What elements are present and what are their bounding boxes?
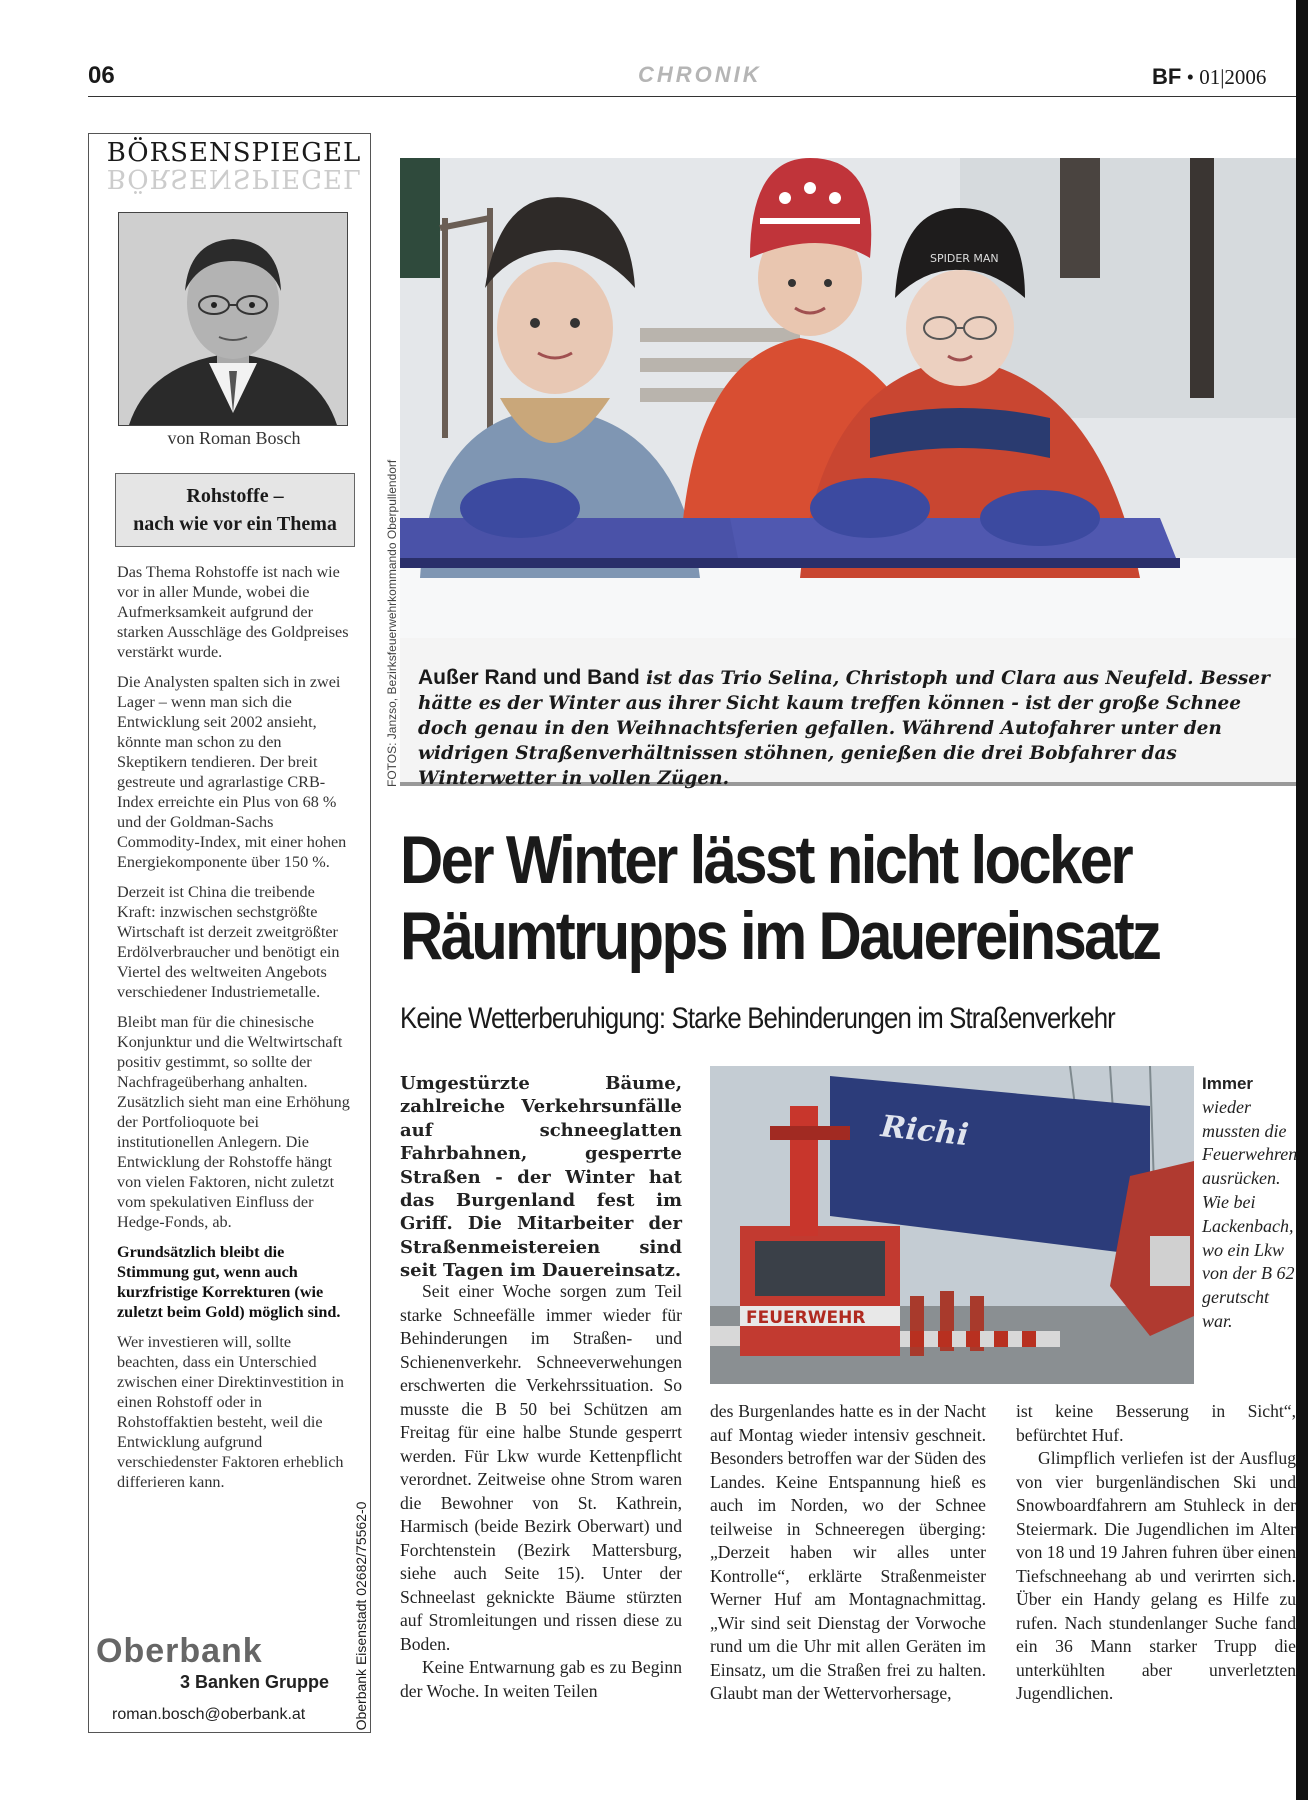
article-paragraph: des Burgenlandes hatte es in der Nacht auf Montag wieder intensiv geschneit. Besonders betroffen war der Süden des Landes. Keine Entspannung hieß es auch im Norden, wo der Schnee teilweise in Schneeregen überging: „Derzeit haben wir alles unter Kontrolle“, erklärte Straßenmeister Werner Huf am Montagnachmittag. „Wir sind seit Dienstag der Vorwoche rund um die Uhr mit allen Geräten im Einsatz, um die Straßen frei zu halten. Glaubt man der Wettervorhersage, bbox=[710, 1401, 986, 1703]
author-portrait bbox=[118, 212, 348, 426]
sidebar-paragraph: Wer investieren will, sollte beachten, dass ein Unterschied zwischen einer Direktinvestition in einen Rohstoff oder in Rohstoffaktien besteht, weil die Entwicklung aufgrund verschiedenster Faktoren erheblich differieren kann. bbox=[117, 1333, 345, 1491]
fire-truck-text: FEUERWEHR bbox=[746, 1308, 866, 1328]
article-paragraph: ist keine Besserung in Sicht“, befürchtet Huf. bbox=[1016, 1401, 1296, 1445]
truck-caption-lead: Immer bbox=[1202, 1074, 1254, 1093]
sidebar-title-reflection: BÖRSENSPIEGEL bbox=[106, 163, 362, 193]
topic-line-1: Rohstoffe – bbox=[186, 485, 284, 507]
sidebar-paragraph-bold: Grundsätzlich bleibt die Stimmung gut, wenn auch kurzfristige Korrekturen (wie zuletzt beim Gold) möglich sind. bbox=[117, 1243, 341, 1321]
article-paragraph: Seit einer Woche sorgen zum Teil starke Schneefälle immer wieder für Behinderungen im Straßen- und Schienenverkehr. Schneeverwehungen erschwerten die Verkehrssituation. So musste die B 50 bei Schützen am Freitag für eine halbe Stunde gesperrt werden. Für Lkw wurde Kettenpflicht verordnet. Zeitweise ohne Strom waren die Bewohner von St. Kathrein, Harmisch (beide Bezirk Oberwart) und Forchtenstein (Bezirk Mattersburg, siehe auch Seite 15). Unter der Schneelast geknickte Bäume stürzten auf Stromleitungen und rissen diese zu Boden. bbox=[400, 1281, 682, 1654]
page-edge bbox=[1296, 0, 1308, 1800]
article-column-3 bbox=[1016, 1400, 1296, 1706]
portrait-drawing bbox=[119, 213, 347, 425]
topic-line-2: nach wie vor ein Thema bbox=[133, 513, 337, 535]
section-title: CHRONIK bbox=[638, 62, 762, 87]
children-photo-drawing bbox=[400, 158, 1296, 638]
truck-brand-text: Richi bbox=[879, 1109, 971, 1154]
brand-label: BF bbox=[1152, 64, 1182, 89]
article-paragraph: Keine Entwarnung gab es zu Beginn der Woche. In weiten Teilen bbox=[400, 1657, 682, 1701]
separator: • bbox=[1186, 65, 1194, 89]
photo-credit-text: FOTOS: Janzso, Bezirksfeuerwehrkommando Oberpullendorf bbox=[385, 459, 399, 787]
sidebar-body bbox=[117, 562, 355, 1502]
page-number: 06 bbox=[88, 62, 115, 89]
header-rule bbox=[88, 96, 1298, 97]
article-subheadline: Keine Wetterberuhigung: Starke Behinderungen im Straßenverkehr bbox=[400, 1002, 1115, 1035]
vertical-contact-text: Oberbank Eisenstadt 02682/75562-0 bbox=[353, 1501, 369, 1731]
issue-label bbox=[1152, 64, 1266, 90]
oberbank-logo-sub: 3 Banken Gruppe bbox=[180, 1672, 330, 1692]
article-column-2 bbox=[710, 1400, 986, 1706]
photo-caption bbox=[418, 666, 1286, 791]
author-byline: von Roman Bosch bbox=[167, 428, 301, 448]
article-column-1 bbox=[400, 1280, 682, 1703]
oberbank-logo: Oberbank bbox=[96, 1632, 263, 1670]
author-email: roman.bosch@oberbank.at bbox=[112, 1706, 306, 1723]
article-headline bbox=[400, 822, 1188, 974]
article-paragraph: Glimpflich verliefen ist der Ausflug von vier burgenländischen Ski und Snowboardfahrern am Stuhleck in der Steiermark. Die Jugendlichen im Alter von 18 und 19 Jahren fuhren über einen Tiefschneehang ab und verirrten sich. Über ein Handy gelang es Hilfe zu rufen. Nach stundenlanger Suche fand ein 36 Mann starker Trupp die unterkühlten aber unverletzten Jugendlichen. bbox=[1016, 1448, 1296, 1703]
issue-number: 01|2006 bbox=[1199, 65, 1267, 89]
caption-text: ist das Trio Selina, Christoph und Clara aus Neufeld. Besser hätte es der Winter aus ihrer Sicht kaum treffen können - ist der große Schnee doch genau in den Weihnachtsferien gefallen. Während Autofahrer unter den widrigen Straßenverhältnissen stöhnen, genießen die drei Bobfahrer das Winterwetter in vollen Zügen. bbox=[418, 668, 1270, 789]
sidebar-title: BÖRSENSPIEGEL bbox=[106, 138, 362, 168]
headline-line-1: Der Winter lässt nicht locker bbox=[400, 822, 1131, 898]
photo-credit bbox=[382, 459, 400, 790]
truck-photo-drawing bbox=[710, 1066, 1194, 1384]
truck-caption-text: wieder mussten die Feuerwehren ausrücken. Wie bei Lackenbach, wo ein Lkw von der B 62 gerutscht war. bbox=[1202, 1096, 1298, 1331]
truck-photo-caption bbox=[1202, 1072, 1298, 1334]
sidebar-paragraph: Derzeit ist China die treibende Kraft: inzwischen sechstgrößte Wirtschaft ist derzeit zweitgrößter Erdölverbraucher und benötigt ein Viertel des weltweiten Angebots verschiedener Industriemetalle. bbox=[117, 883, 340, 1001]
headline-line-2: Räumtrupps im Dauereinsatz bbox=[400, 898, 1160, 974]
sidebar-paragraph: Die Analysten spalten sich in zwei Lager – wenn man sich die Entwicklung seit 2002 ansieht, könnte man schon zu den Skeptikern tendieren. Der breit gestreute und agrarlastige CRB-Index erreichte ein Plus von 68 % und der Goldman-Sachs Commodity-Index, mit einer hohen Energiekomponente über 150 %. bbox=[117, 673, 347, 871]
sidebar-vertical-contact bbox=[346, 1501, 369, 1734]
hat-text: SPIDER MAN bbox=[930, 252, 999, 265]
sidebar-paragraph: Das Thema Rohstoffe ist nach wie vor in aller Munde, wobei die Aufmerksamkeit aufgrund der starken Ausschläge des Goldpreises verstärkt wurde. bbox=[117, 563, 349, 661]
sidebar-topic-box bbox=[115, 473, 355, 547]
article-lead: Umgestürzte Bäume, zahlreiche Verkehrsunfälle auf schneeglatten Fahrbahnen, gesperrte Straßen - der Winter hat das Burgenland fest im Griff. Die Mitarbeiter der Straßenmeistereien sind seit Tagen im Dauereinsatz. bbox=[400, 1073, 682, 1282]
truck-accident-photo bbox=[710, 1066, 1194, 1384]
children-sledding-photo bbox=[400, 158, 1296, 638]
sidebar-paragraph: Bleibt man für die chinesische Konjunktur und die Weltwirtschaft positiv gestimmt, so sollte der Nachfrageüberhang anhalten. Zusätzlich sieht man eine Erhöhung der Portfolioquote bei institutionellen Anlegern. Die Entwicklung der Rohstoffe hängt von vielen Faktoren, nicht zuletzt vom spekulativen Einfluss der Hedge-Fonds, ab. bbox=[117, 1013, 350, 1231]
caption-lead: Außer Rand und Band bbox=[418, 666, 640, 689]
